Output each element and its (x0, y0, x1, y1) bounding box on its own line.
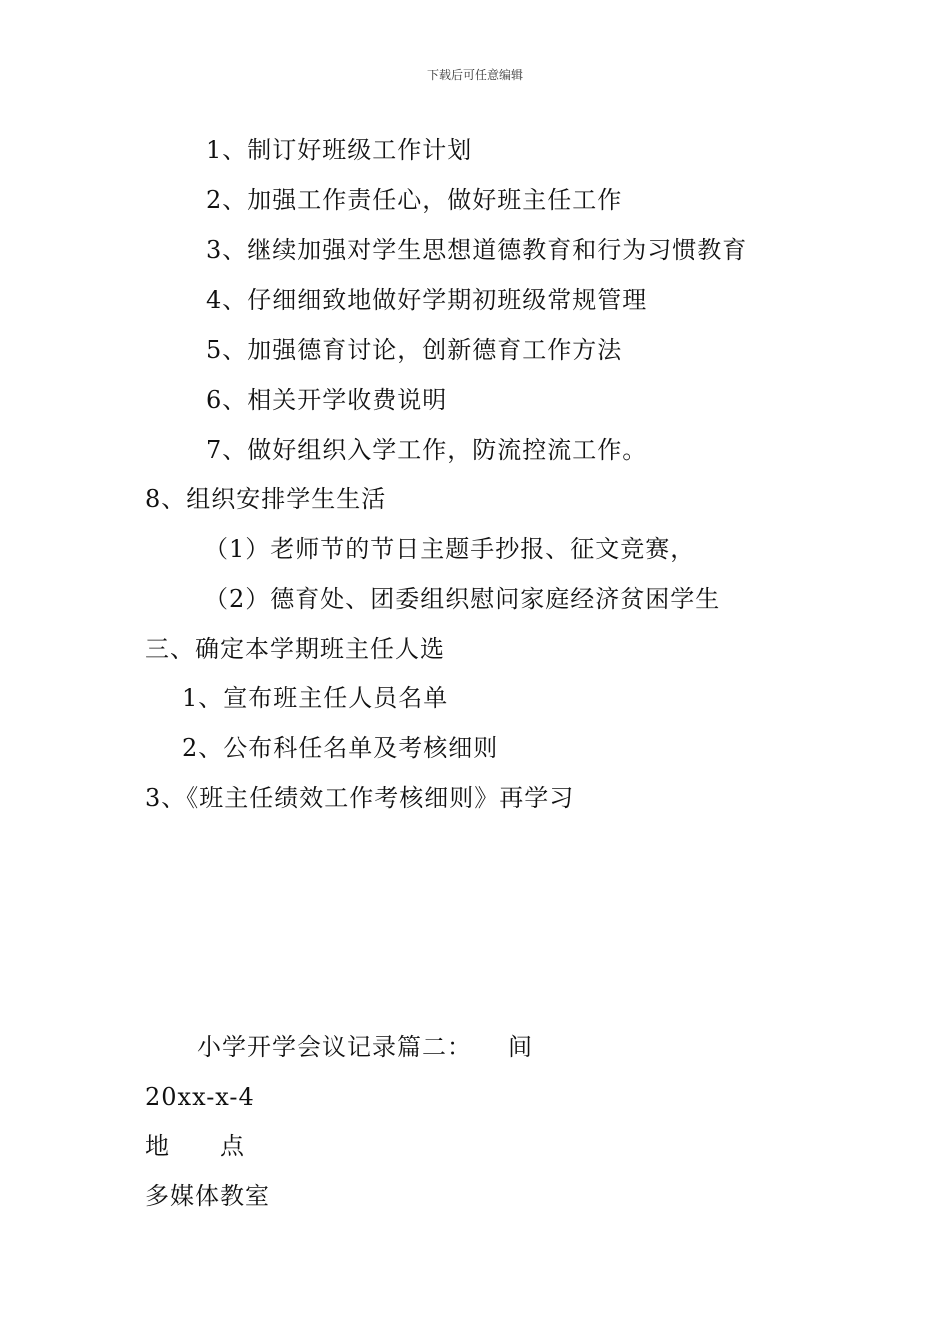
section2-title: 小学开学会议记录篇二： (197, 1033, 472, 1061)
list-item: 4、仔细细致地做好学期初班级常规管理 (206, 286, 648, 314)
place-label-row (145, 1131, 245, 1161)
list-item: 6、相关开学收费说明 (206, 386, 448, 414)
section2-title-row (197, 1032, 533, 1062)
list-item: 1、制订好班级工作计划 (206, 136, 473, 164)
meeting-place: 多媒体教室 (145, 1182, 270, 1210)
list-item: 3、《班主任绩效工作考核细则》再学习 (145, 784, 575, 812)
meeting-date: 20xx-x-4 (145, 1083, 255, 1111)
list-item: 2、公布科任名单及考核细则 (182, 734, 499, 762)
list-item: 8、组织安排学生生活 (145, 485, 387, 513)
sub-list-item: （1）老师节的节日主题手抄报、征文竞赛， (204, 535, 696, 563)
page-header-note: 下载后可任意编辑 (426, 68, 523, 82)
list-item: 3、继续加强对学生思想道德教育和行为习惯教育 (206, 236, 748, 264)
list-item: 2、加强工作责任心，做好班主任工作 (206, 186, 623, 214)
list-item: 7、做好组织入学工作，防流控流工作。 (206, 436, 648, 464)
sub-list-item: （2）德育处、团委组织慰问家庭经济贫困学生 (204, 585, 721, 613)
place-label-part: 点 (220, 1132, 245, 1160)
section-heading: 三、确定本学期班主任人选 (145, 635, 445, 663)
list-item: 5、加强德育讨论，创新德育工作方法 (206, 336, 623, 364)
list-item: 1、宣布班主任人员名单 (182, 684, 449, 712)
time-label: 间 (508, 1033, 533, 1061)
place-label-part: 地 (145, 1132, 170, 1160)
